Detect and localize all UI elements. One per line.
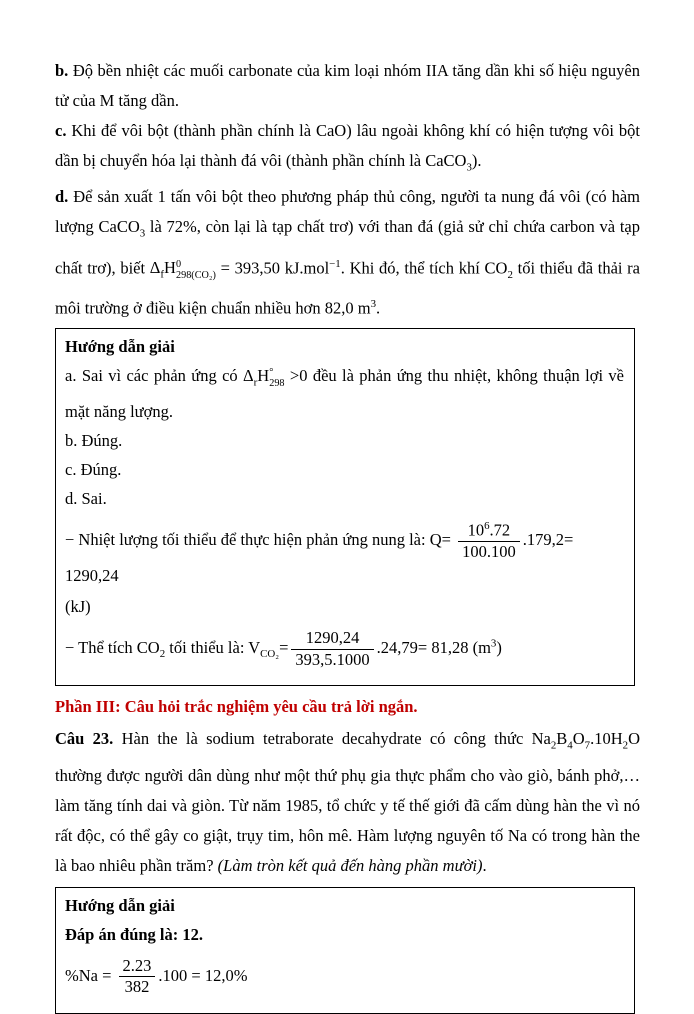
enthalpy-sup-sub-stack xyxy=(269,368,284,389)
volume-equation-text-1: − Thể tích CO xyxy=(65,638,160,658)
solution-line-a-text-2: >0 đều là phản ứng thu nhiệt, không thuận lợi về mặt năng lượng. xyxy=(65,365,624,422)
solution-box-2-title: Hướng dẫn giải xyxy=(65,895,175,915)
paragraph-d-text-3: = 393,50 kJ.mol xyxy=(215,258,330,278)
percent-na-denominator: 382 xyxy=(124,977,150,997)
question-23-text-5: O thường được người dân dùng như một thứ phụ gia thực phẩm cho vào giò, bánh phở,… làm tăng tính dai và giòn. Từ năm 1985, tổ chức y tế thế giới đã cấm dùng hàn the vì nó rất độc, có thể gây co giật, trụy tim, hôn mê. Hàm lượng nguyên tố Na có trong hàn the là bao nhiêu phần trăm? xyxy=(55,729,640,875)
paragraph-d-text-1: Để sản xuất 1 tấn vôi bột theo phương pháp thủ công, người ta nung đá vôi (có hàm lượng CaCO xyxy=(55,187,640,237)
percent-na-numerator: 2.23 xyxy=(119,956,156,978)
superscript-minus-1: −1 xyxy=(329,257,341,270)
heat-equation-line xyxy=(65,518,624,587)
solution-line-c: c. Đúng. xyxy=(65,460,122,480)
superscript-cubed: 3 xyxy=(370,298,377,311)
paragraph-d-text-5: tối thiểu đã thải ra môi trường ở điều kiện chuẩn nhiều hơn 82,0 m xyxy=(55,258,641,318)
superscript-six: 6 xyxy=(484,520,490,533)
subscript-298: 298 xyxy=(269,378,285,389)
item-label-d: d. xyxy=(55,187,69,207)
num-base: 10 xyxy=(467,520,485,540)
subscript: 2 xyxy=(159,648,166,661)
enthalpy-sup-sub-stack xyxy=(176,260,216,281)
equals-sign: = xyxy=(279,638,289,658)
solution-box-1-title: Hướng dẫn giải xyxy=(65,336,175,356)
solution-line-a-text-1: a. Sai vì các phản ứng có xyxy=(65,365,244,385)
delta-subscript-r: r xyxy=(253,376,258,389)
percent-na-fraction xyxy=(119,956,156,998)
item-label-b: b. xyxy=(55,61,69,80)
heat-fraction xyxy=(458,520,520,563)
volume-subscript-co2: CO₂ xyxy=(260,648,280,661)
percent-na-result: .100 = 12,0% xyxy=(158,965,248,985)
paragraph-c-text-end: ). xyxy=(471,151,482,170)
solution-box-2 xyxy=(55,887,635,1014)
question-23-paragraph xyxy=(55,724,640,880)
paragraph-d-text-6: . xyxy=(376,298,381,318)
subscript: 3 xyxy=(139,227,146,240)
subscript: 2 xyxy=(622,739,629,752)
delta-symbol: Δ xyxy=(149,258,161,278)
num-rest: .72 xyxy=(489,520,511,540)
subscript: 2 xyxy=(507,268,513,281)
superscript-zero: 0 xyxy=(175,259,182,271)
reaction-enthalpy-formula xyxy=(243,365,285,389)
superscript-cubed: 3 xyxy=(490,637,497,650)
solution-line-a xyxy=(65,361,624,426)
enthalpy-symbol: H xyxy=(257,365,270,385)
superscript-standard-state: ° xyxy=(269,367,274,379)
paragraph-c xyxy=(55,116,640,182)
part3-heading: Phần III: Câu hỏi trắc nghiệm yêu cầu trả lời ngắn. xyxy=(55,697,418,717)
paragraph-d xyxy=(55,182,640,324)
percent-na-equation-line xyxy=(65,954,624,1000)
subscript: 3 xyxy=(466,161,472,174)
heat-fraction-numerator xyxy=(458,520,520,542)
solution-box-1 xyxy=(55,328,635,687)
paragraph-b xyxy=(55,56,640,116)
enthalpy-symbol: H xyxy=(164,258,176,278)
enthalpy-formation-formula xyxy=(149,258,216,282)
solution-line-d: d. Sai. xyxy=(65,489,107,509)
paragraph-d-text-4: . Khi đó, thể tích khí CO xyxy=(340,258,508,278)
solution-line-b: b. Đúng. xyxy=(65,431,123,451)
volume-fraction-numerator: 1290,24 xyxy=(291,628,373,650)
question-23-text-1: Hàn the là sodium tetraborate decahydrate có công thức Na xyxy=(113,729,551,749)
percent-na-text: %Na = xyxy=(65,965,116,985)
subscript: 4 xyxy=(567,739,573,752)
paragraph-b-text: Độ bền nhiệt các muối carbonate của kim loại nhóm IIA tăng dần khi số hiệu nguyên tử của M tăng dần. xyxy=(55,61,640,110)
question-23-text-end: . xyxy=(482,855,487,875)
heat-equation-text: − Nhiệt lượng tối thiểu để thực hiện phản ứng nung là: Q= xyxy=(65,530,456,550)
correct-answer-line: Đáp án đúng là: 12. xyxy=(65,924,204,944)
heat-fraction-denominator: 100.100 xyxy=(462,542,516,562)
subscript-298-co2: 298(CO₂) xyxy=(175,270,216,282)
delta-symbol: Δ xyxy=(243,365,254,385)
heat-equation-result: .179,2= 1290,24 xyxy=(65,530,574,585)
question-23-text-4: .10H xyxy=(590,729,623,749)
item-label-c: c. xyxy=(55,121,67,140)
volume-symbol: V xyxy=(248,638,261,658)
delta-subscript-f: f xyxy=(160,268,165,281)
paragraph-c-text: Khi để vôi bột (thành phần chính là CaO) lâu ngoài không khí có hiện tượng vôi bột dần bị chuyển hóa lại thành đá vôi (thành phần chính là CaCO xyxy=(55,121,640,170)
volume-equation-text-2: tối thiểu là: xyxy=(165,638,249,658)
paragraph-d-text-2: là 72%, còn lại là tạp chất trơ) với than đá (giả sử chỉ chứa carbon và tạp chất trơ), biết xyxy=(55,217,640,278)
volume-equation-result: .24,79= 81,28 (m xyxy=(376,638,491,658)
question-23-text-2: B xyxy=(556,729,568,749)
rounding-note-italic: (Làm tròn kết quả đến hàng phần mười) xyxy=(217,855,483,875)
kj-unit-line: (kJ) xyxy=(65,597,91,617)
subscript: 2 xyxy=(550,739,557,752)
volume-fraction xyxy=(291,628,373,670)
question-23-label: Câu 23. xyxy=(55,729,114,749)
subscript: 7 xyxy=(584,739,591,752)
volume-fraction-denominator: 393,5.1000 xyxy=(295,649,370,669)
volume-equation-line xyxy=(65,626,624,672)
volume-equation-end: ) xyxy=(496,638,502,658)
question-23-text-3: O xyxy=(572,729,585,749)
